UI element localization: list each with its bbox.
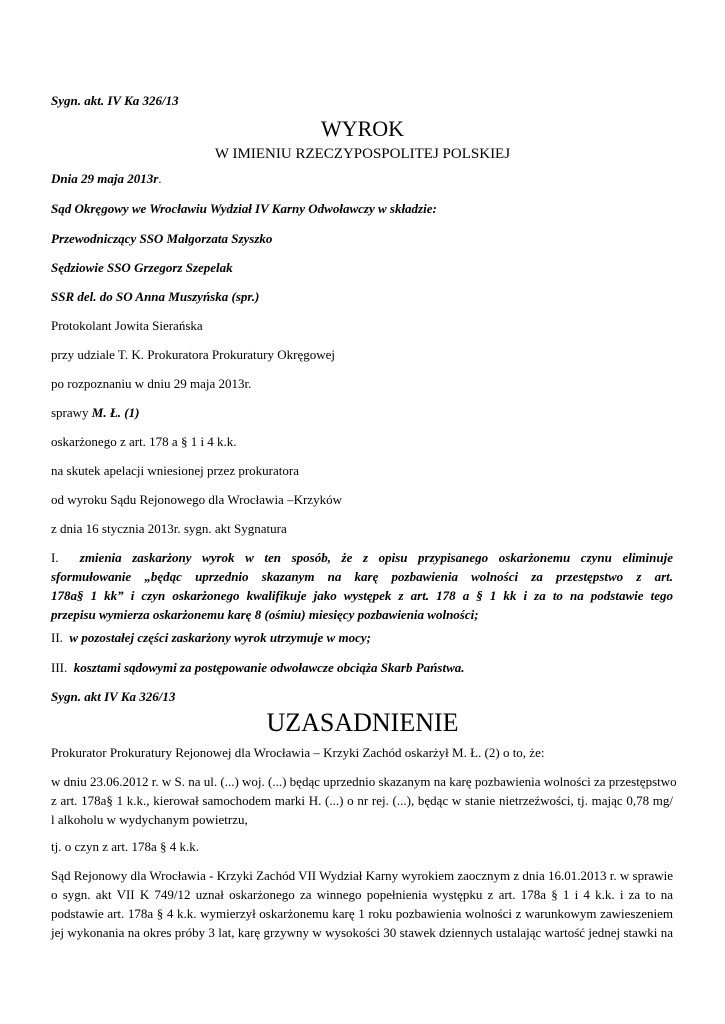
ruling-2-number: II.	[51, 630, 63, 645]
justification-p2	[51, 772, 677, 829]
document-subtitle: W IMIENIU RZECZYPOSPOLITEJ POLSKIEJ	[214, 146, 511, 162]
justification-p3: tj. o czyn z art. 178a § 4 k.k.	[51, 839, 200, 854]
prosecutor-line: przy udziale T. K. Prokuratora Prokuratury Okręgowej	[51, 347, 335, 362]
ruling-2	[51, 630, 371, 646]
document-title: WYROK	[320, 116, 405, 141]
justification-p2-line: w dniu 23.06.2012 r. w S. na ul. (...) woj. (...) będąc uprzednio skazanym na karę pozbawienia wolności za przestępstwo	[51, 774, 677, 789]
from-judgment-line: od wyroku Sądu Rejonowego dla Wrocławia –Krzyków	[51, 492, 342, 507]
judges: Sędziowie SSO Grzegorz Szepelak	[51, 260, 233, 275]
appeal-line: na skutek apelacji wniesionej przez prokuratora	[51, 463, 299, 478]
justification-p4	[51, 866, 673, 942]
judgment-date	[51, 171, 162, 187]
clerk: Protokolant Jowita Sierańska	[51, 318, 203, 333]
justification-p2-line: z art. 178a§ 1 k.k., kierował samochodem marki H. (...) o nr rej. (...), będąc w stanie nietrzeźwości, tj. mając 0,78 mg/	[51, 793, 673, 808]
ruling-1-line: 178a§ 1 kk” i czyn oskarżonego kwalifikuje jako występek z art. 178 a § 1 kk i za to na podstawie tego	[51, 588, 673, 603]
judgment-date-text: Dnia 29 maja 2013r	[51, 171, 159, 186]
ruling-3-text: kosztami sądowymi za postępowanie odwoławcze obciąża Skarb Państwa.	[73, 660, 465, 675]
ruling-3-number: III.	[51, 660, 68, 675]
delegated-judge: SSR del. do SO Anna Muszyńska (spr.)	[51, 289, 260, 304]
presiding-judge: Przewodniczący SSO Małgorzata Szyszko	[51, 231, 273, 246]
ruling-3	[51, 660, 465, 676]
justification-p4-line: jej wykonania na okres próby 3 lat, karę grzywny w wysokości 30 stawek dziennych ustalając wartość jednej stawki na	[51, 925, 673, 940]
justification-p4-line: podstawie art. 178a § 4 k.k. wymierzył oskarżonemu karę 1 roku pozbawienia wolności z warunkowym zawieszeniem	[51, 906, 673, 921]
ruling-1-text: zmienia zaskarżony wyrok w ten sposób, że z opisu przypisanego oskarżonemu czynu eliminuje	[79, 550, 673, 565]
justification-title: UZASADNIENIE	[266, 708, 459, 737]
ruling-1	[51, 548, 673, 624]
judgment-date-line: z dnia 16 stycznia 2013r. sygn. akt Sygnatura	[51, 521, 287, 536]
case-name: M. Ł. (1)	[91, 405, 140, 420]
accused-line: oskarżonego z art. 178 a § 1 i 4 k.k.	[51, 434, 237, 449]
justification-p1: Prokurator Prokuratury Rejonowej dla Wrocławia – Krzyki Zachód oskarżył M. Ł. (2) o to, że:	[51, 745, 545, 760]
justification-signature: Sygn. akt IV Ka 326/13	[51, 689, 176, 704]
justification-p2-line: l alkoholu w wydychanym powietrzu,	[51, 812, 248, 827]
hearing-date: po rozpoznaniu w dniu 29 maja 2013r.	[51, 376, 252, 391]
ruling-1-line: sformułowanie „będąc uprzednio skazanym na karę pozbawienia wolności za przestępstwo z art.	[51, 569, 673, 584]
judgment-date-period: .	[158, 171, 162, 186]
justification-p4-line: o sygn. akt VII K 749/12 uznał oskarżonego za winnego popełnienia występku z art. 178a § 1 i 4 k.k. i za to na	[51, 887, 673, 902]
justification-p4-line: Sąd Rejonowy dla Wrocławia - Krzyki Zachód VII Wydział Karny wyrokiem zaocznym z dnia 16.01.2013 r. w sprawie	[51, 868, 673, 883]
case-signature-top: Sygn. akt. IV Ka 326/13	[51, 93, 179, 108]
court-line: Sąd Okręgowy we Wrocławiu Wydział IV Karny Odwoławczy w składzie:	[51, 201, 437, 216]
ruling-1-line	[51, 548, 673, 567]
case-line	[51, 405, 139, 421]
ruling-1-number: I.	[51, 550, 59, 565]
ruling-1-line: przepisu wymierza oskarżonemu karę 8 (ośmiu) miesięcy pozbawienia wolności;	[51, 607, 479, 622]
ruling-2-text: w pozostałej części zaskarżony wyrok utrzymuje w mocy;	[69, 630, 371, 645]
case-prefix: sprawy	[51, 405, 92, 420]
